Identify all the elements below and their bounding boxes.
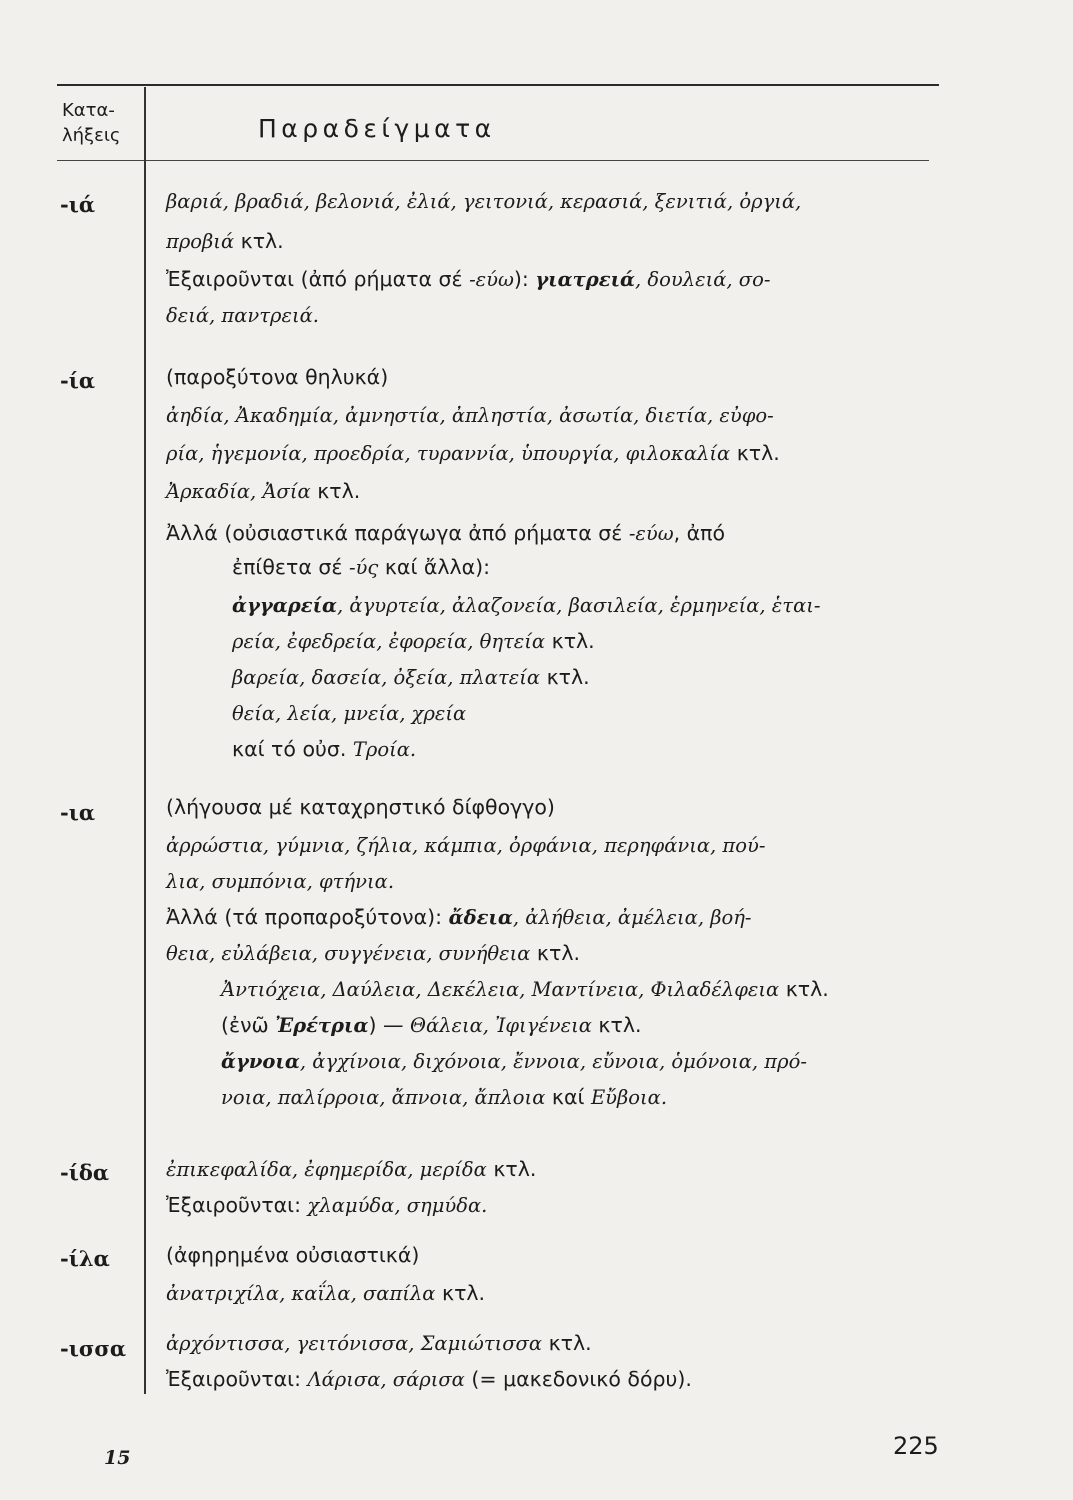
text: καί τό οὐσ. — [232, 737, 353, 761]
text: κτλ. — [530, 941, 580, 965]
text: Τροία. — [352, 738, 417, 761]
text: Εὔβοια. — [590, 1086, 668, 1109]
example-line — [166, 228, 284, 255]
text: θεία, λεία, μνεία, χρεία — [232, 702, 467, 725]
example-line — [221, 976, 829, 1003]
text: κτλ. — [234, 229, 284, 253]
text: ἐπικεφαλίδα, ἐφημερίδα, μερίδα — [166, 1158, 487, 1181]
column-header-endings — [62, 98, 120, 148]
example-line — [221, 1048, 807, 1075]
text: Ἐρέτρια — [275, 1014, 369, 1037]
text: ) — — [368, 1013, 410, 1037]
example-line — [166, 868, 394, 895]
text: Ἀρκαδία, Ἀσία — [166, 480, 311, 503]
text: -ύς — [348, 556, 379, 579]
text: ἀνατριχίλα, καΐλα, σαπίλα — [166, 1282, 436, 1305]
text: Λάρισα, σάρισα — [307, 1368, 465, 1391]
example-line — [232, 664, 590, 691]
text: ἄδεια — [448, 906, 513, 929]
ending-ila: -ίλα — [60, 1246, 110, 1271]
text: -εύω — [628, 522, 674, 545]
example-line — [221, 1084, 667, 1111]
example-line — [166, 478, 360, 505]
text: (ἀφηρημένα οὐσιαστικά) — [166, 1243, 420, 1267]
example-line — [166, 440, 780, 467]
text: δειά, παντρειά. — [166, 304, 319, 327]
example-line — [166, 832, 765, 859]
example-line — [166, 520, 725, 547]
example-line — [166, 266, 770, 293]
text: -εύω — [469, 268, 514, 291]
text: (λήγουσα μέ καταχρηστικό δίφθογγο) — [166, 795, 555, 819]
text: , ἀλήθεια, ἀμέλεια, βοή- — [512, 906, 752, 929]
text: προβιά — [166, 230, 235, 253]
example-line — [166, 1280, 485, 1307]
text: κτλ. — [486, 1157, 537, 1181]
text: Ἐξαιροῦνται (ἀπό ρήματα σέ — [166, 267, 470, 291]
example-line — [166, 1330, 592, 1357]
example-line — [166, 364, 388, 390]
text: Ἀλλά (τά προπαροξύτονα): — [166, 905, 449, 929]
text: , ἀπό — [673, 521, 726, 545]
signature-number: 15 — [104, 1447, 131, 1469]
example-line — [232, 736, 416, 763]
text: Θάλεια, Ἰφιγένεια — [410, 1014, 592, 1037]
ending-issa: -ισσα — [60, 1336, 127, 1361]
text: κτλ. — [542, 1331, 592, 1355]
column-header-line-2: λήξεις — [62, 125, 121, 146]
text: (ἐνῶ — [221, 1013, 276, 1037]
example-line — [166, 940, 580, 967]
text: ἀηδία, Ἀκαδημία, ἀμνηστία, ἀπληστία, ἀσωτία, διετία, εὐφο- — [166, 404, 774, 427]
example-line — [166, 1366, 692, 1393]
example-line — [232, 628, 595, 655]
example-line — [166, 188, 801, 215]
text: κτλ. — [730, 441, 780, 465]
text: ἀρρώστια, γύμνια, ζήλια, κάμπια, ὀρφάνια, περηφάνια, πού- — [166, 834, 766, 857]
text: βαριά, βραδιά, βελονιά, ἐλιά, γειτονιά, κερασιά, ξενιτιά, ὀργιά, — [166, 190, 802, 213]
column-header-examples: Παραδείγματα — [258, 114, 496, 143]
text: Ἐξαιροῦνται: — [166, 1367, 308, 1391]
example-line — [166, 1192, 487, 1219]
text: ): — [513, 267, 536, 291]
text: κτλ. — [310, 479, 361, 503]
text: Ἀντιόχεια, Δαύλεια, Δεκέλεια, Μαντίνεια, Φιλαδέλφεια — [221, 978, 780, 1001]
text: , ἀγυρτεία, ἀλαζονεία, βασιλεία, ἑρμηνεία, ἑται- — [337, 594, 821, 617]
text: βαρεία, δασεία, ὀξεία, πλατεία — [232, 666, 541, 689]
example-line — [232, 554, 490, 581]
text: κτλ. — [545, 629, 595, 653]
text: ἀρχόντισσα, γειτόνισσα, Σαμιώτισσα — [166, 1332, 543, 1355]
example-line — [166, 904, 752, 931]
ending-ia-diphthong: -ια — [60, 800, 96, 825]
text: καί ἄλλα): — [378, 555, 491, 579]
example-line — [221, 1012, 642, 1039]
ending-ia-accented: -ιά — [60, 192, 96, 217]
text: (= μακεδονικό δόρυ). — [464, 1367, 692, 1391]
text: (παροξύτονα θηλυκά) — [166, 365, 389, 389]
text: ἄγνοια — [221, 1050, 300, 1073]
text: , ἀγχίνοια, διχόνοια, ἔννοια, εὔνοια, ὁμόνοια, πρό- — [299, 1050, 807, 1073]
text: καί — [545, 1085, 591, 1109]
text: γιατρειά — [535, 268, 636, 291]
example-line — [166, 402, 774, 429]
text: Ἐξαιροῦνται: — [166, 1193, 308, 1217]
text: ρεία, ἐφεδρεία, ἐφορεία, θητεία — [232, 630, 546, 653]
ending-ia-unaccented: -ία — [60, 368, 96, 393]
text: κτλ. — [779, 977, 829, 1001]
example-line — [166, 1242, 419, 1268]
text: κτλ. — [540, 665, 590, 689]
ending-ida: -ίδα — [60, 1160, 110, 1185]
text: νοια, παλίρροια, ἄπνοια, ἄπλοια — [221, 1086, 546, 1109]
example-line — [166, 1156, 536, 1183]
example-line — [166, 302, 319, 329]
page-number: 225 — [893, 1432, 939, 1460]
top-rule — [57, 84, 939, 86]
header-rule — [57, 160, 929, 161]
text: χλαμύδα, σημύδα. — [307, 1194, 488, 1217]
example-line — [232, 700, 466, 727]
text: Ἀλλά (οὐσιαστικά παράγωγα ἀπό ρήματα σέ — [166, 521, 629, 545]
text: κτλ. — [435, 1281, 486, 1305]
text: κτλ. — [591, 1013, 642, 1037]
text: λια, συμπόνια, φτήνια. — [166, 870, 395, 893]
column-header-line-1: Κατα- — [62, 100, 115, 121]
text: ἀγγαρεία — [232, 594, 338, 617]
example-line — [232, 592, 820, 619]
text: , δουλειά, σο- — [635, 268, 771, 291]
text: ἐπίθετα σέ — [232, 555, 349, 579]
text: θεια, εὐλάβεια, συγγένεια, συνήθεια — [166, 942, 531, 965]
text: ρία, ἡγεμονία, προεδρία, τυραννία, ὑπουργία, φιλοκαλία — [166, 442, 731, 465]
column-divider — [144, 87, 146, 1394]
example-line — [166, 794, 555, 820]
